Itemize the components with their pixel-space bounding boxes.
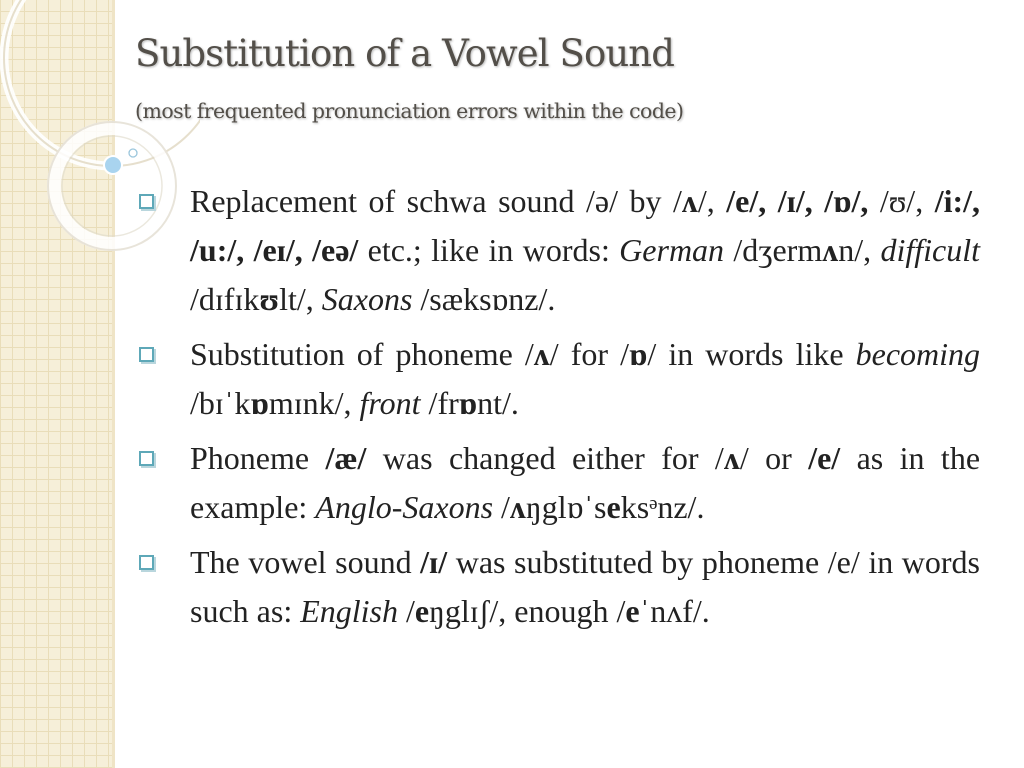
text-segment: was substituted by phoneme /e/ in words such as:	[190, 544, 980, 629]
text-segment: etc.; like in words:	[358, 232, 620, 268]
bullet-item	[135, 538, 980, 636]
text-segment: /dɪfɪk	[190, 281, 260, 317]
slide-subtitle: (most frequented pronunciation errors within the code)	[135, 99, 684, 123]
phoneme-bold: ʌ	[509, 489, 526, 525]
text-segment: Phoneme	[190, 440, 326, 476]
text-segment: as in the example:	[190, 440, 981, 525]
slide-title: Substitution of a Vowel Sound	[135, 32, 674, 75]
text-segment: ŋglɪʃ/, enough /	[429, 593, 626, 629]
bullet-list	[135, 177, 980, 642]
bullet-item	[135, 330, 980, 428]
text-segment: / or	[739, 440, 809, 476]
bullet-item	[135, 177, 980, 324]
phoneme-bold: ʌ	[822, 232, 839, 268]
phoneme-bold: ʌ	[723, 440, 740, 476]
example-word: English	[300, 593, 398, 629]
phoneme-bold: ɒ	[458, 385, 478, 421]
phoneme-bold: ɒ	[250, 385, 269, 421]
text-segment: mɪnk/,	[268, 385, 360, 421]
phoneme-bold: /e/, /ɪ/, /ɒ/,	[726, 183, 869, 219]
phoneme-bold: e	[414, 593, 430, 629]
text-segment: / in words like	[647, 336, 856, 372]
small-ring-icon	[129, 149, 137, 157]
text-segment: /	[493, 489, 510, 525]
phoneme-bold: ɒ	[628, 336, 648, 372]
phoneme-bold: e	[606, 489, 621, 525]
text-segment: Substitution of phoneme /	[190, 336, 534, 372]
phoneme-bold: ʌ	[681, 183, 698, 219]
hollow-square-bullet-icon	[139, 194, 154, 209]
text-segment: /bɪˈk	[190, 385, 251, 421]
text-segment: ŋglɒˈs	[525, 489, 607, 525]
example-word: Anglo-Saxons	[315, 489, 494, 525]
hollow-square-bullet-icon	[139, 347, 154, 362]
text-segment: /ʊ/,	[868, 183, 935, 219]
text-segment: /sæksɒnz/.	[412, 281, 556, 317]
text-segment: Replacement of schwa sound /ə/ by /	[190, 183, 682, 219]
phoneme-bold: /e/	[808, 440, 841, 476]
example-word: Saxons	[321, 281, 413, 317]
bullet-text	[190, 183, 980, 317]
bullet-text	[190, 544, 980, 629]
bullet-text	[190, 440, 980, 525]
text-segment: /dʒerm	[724, 232, 823, 268]
example-word: German	[619, 232, 725, 268]
phoneme-bold: ʊ	[259, 281, 280, 317]
bullet-text	[190, 336, 980, 421]
phoneme-bold: /i:/, /u:/, /eɪ/, /eə/	[190, 183, 981, 268]
text-segment: nt/.	[477, 385, 519, 421]
text-segment: The vowel sound	[190, 544, 421, 580]
text-segment: ˈnʌf/.	[639, 593, 710, 629]
text-segment: n/,	[838, 232, 881, 268]
blue-dot-icon	[104, 156, 122, 174]
text-segment: /	[397, 593, 415, 629]
bullet-item	[135, 434, 980, 532]
phoneme-bold: /ɪ/	[420, 544, 448, 580]
text-segment: was changed either for /	[366, 440, 724, 476]
example-word: front	[359, 385, 421, 421]
hollow-square-bullet-icon	[139, 555, 154, 570]
text-segment: ksᵊnz/.	[620, 489, 705, 525]
hollow-square-bullet-icon	[139, 451, 154, 466]
text-segment: /,	[697, 183, 727, 219]
phoneme-bold: /æ/	[325, 440, 367, 476]
example-word: difficult	[880, 232, 981, 268]
text-segment: lt/,	[279, 281, 322, 317]
text-segment: /fr	[420, 385, 459, 421]
phoneme-bold: ʌ	[533, 336, 550, 372]
phoneme-bold: e	[625, 593, 640, 629]
text-segment: / for /	[549, 336, 629, 372]
example-word: becoming	[855, 336, 981, 372]
